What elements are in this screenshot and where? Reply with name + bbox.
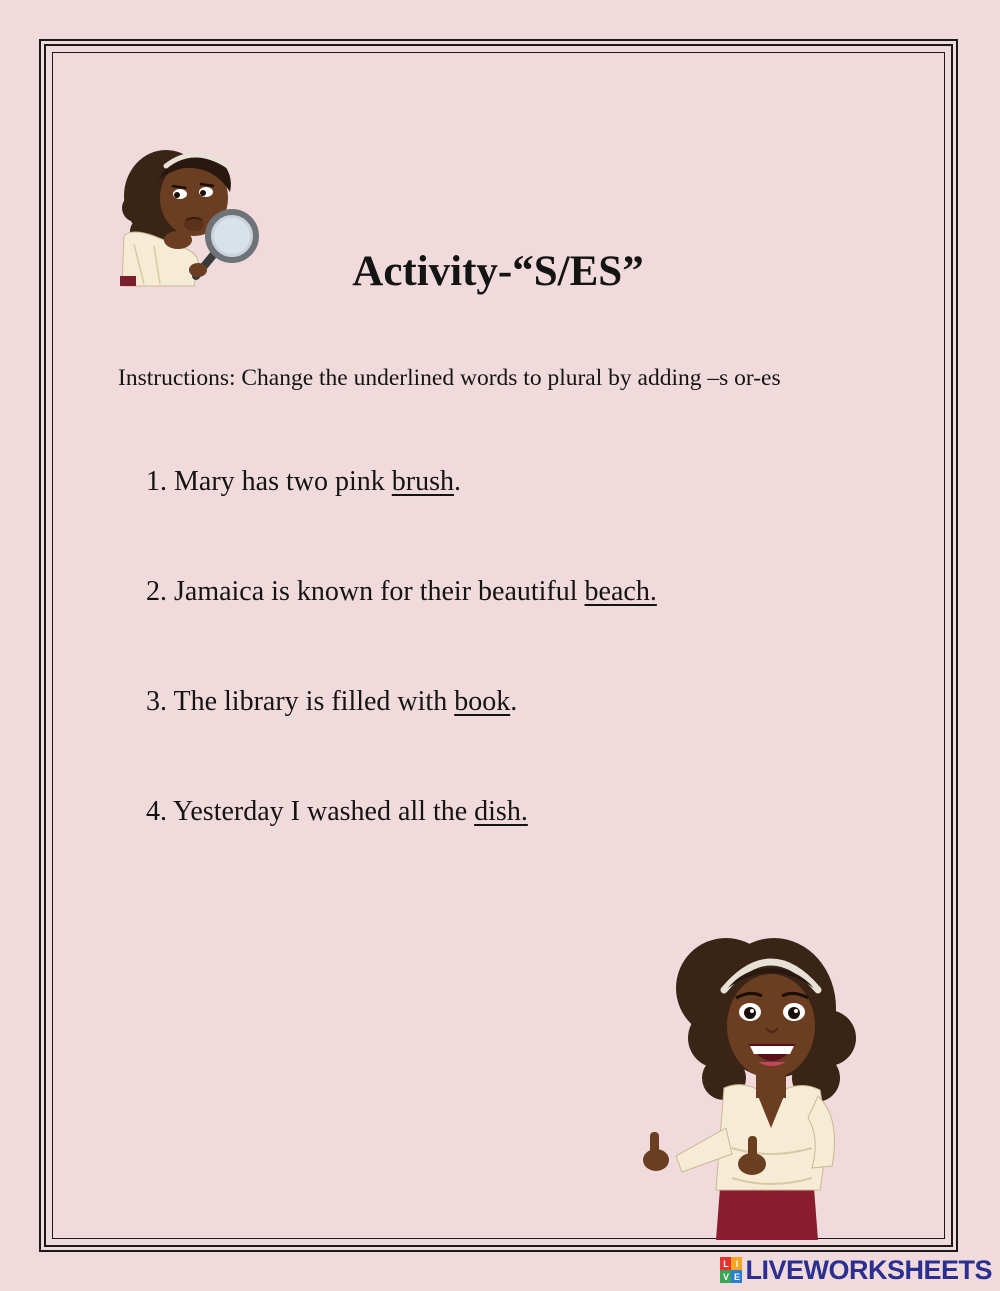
- logo-text: LIVEWORKSHEETS: [745, 1254, 992, 1285]
- question-2: 2. Jamaica is known for their beautiful beach.: [146, 576, 657, 607]
- avatar-thumbs-up-icon: [636, 928, 856, 1240]
- underlined-word: brush: [391, 466, 454, 497]
- underlined-word: book: [454, 686, 511, 717]
- underlined-word: beach.: [584, 576, 657, 607]
- question-3: 3. The library is filled with book.: [146, 686, 518, 717]
- logo-badge-icon: L I V E: [720, 1257, 742, 1283]
- liveworksheets-logo: [720, 1255, 992, 1285]
- page-title: Activity-“S/ES”: [352, 248, 644, 295]
- question-1: 1. Mary has two pink brush.: [146, 466, 461, 497]
- question-4: 4. Yesterday I washed all the dish.: [146, 796, 528, 827]
- instructions-text: Instructions: Change the underlined words to plural by adding –s or-es: [118, 365, 781, 391]
- underlined-word: dish.: [474, 796, 528, 827]
